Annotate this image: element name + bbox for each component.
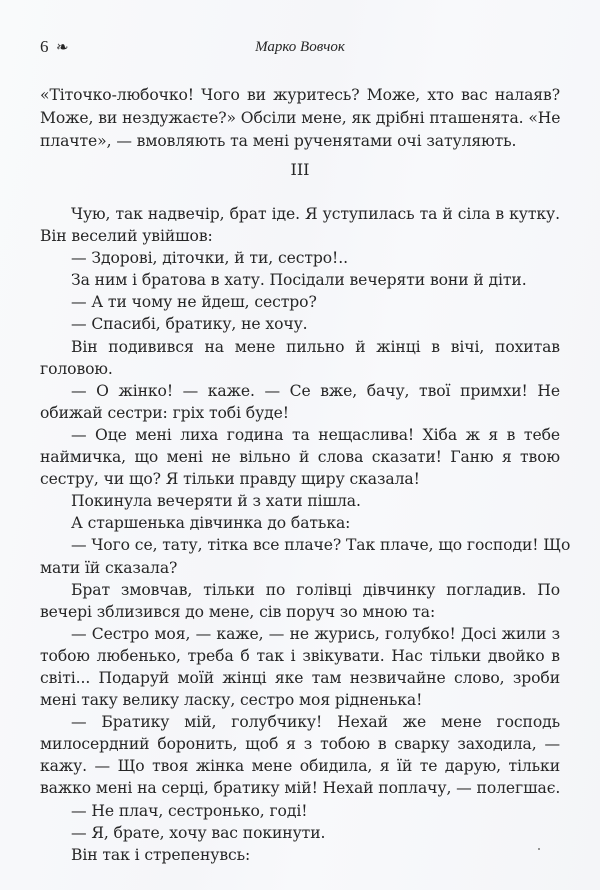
text-line: — Чого се, тату, тітка все плаче? Так плаче, що господи! Що <box>71 536 571 555</box>
text-line: Може, ви нездужаєте?» Обсіли мене, як дрібні пташенята. «Не <box>40 109 561 127</box>
text-line: Він веселий увійшов: <box>40 227 213 246</box>
text-line: Він так і стрепенувсь: <box>71 845 251 864</box>
text-line: — Спасибі, братику, не хочу. <box>71 315 308 334</box>
running-head <box>40 36 560 58</box>
page-number: 6 <box>40 37 49 56</box>
text-line: — Оце мені лиха година та нещаслива! Хіба ж я в тебе <box>71 425 560 444</box>
scan-speck <box>538 848 540 850</box>
running-head-author: Марко Вовчок <box>255 39 345 55</box>
text-line: Покинула вечеряти й з хати пішла. <box>71 492 361 511</box>
text-line: сестру, чи що? Я тільки правду щиру сказала! <box>40 470 420 489</box>
text-line: — Не плач, сестронько, годі! <box>71 801 308 820</box>
text-line: милосердний боронить, щоб я з тобою в сварку заходила, — <box>40 735 560 754</box>
chapter-heading: III <box>290 160 310 179</box>
text-line: вечері зблизився до мене, сів поруч зо мною та: <box>40 602 436 621</box>
text-line: світі... Подаруй моїй жінці яке там незвичайне слово, зроби <box>40 668 560 687</box>
text-line: — Братику мій, голубчику! Нехай же мене господь <box>71 713 560 732</box>
text-line: тобою любенько, треба б так і звікувати. Нас тільки двойко в <box>40 646 560 665</box>
text-line: А старшенька дівчинка до батька: <box>71 514 351 533</box>
text-line: Він подивився на мене пильно й жінці в вічі, похитав <box>71 337 560 356</box>
text-line: важко мені на серці, братику мій! Нехай поплачу, — полегшає. <box>40 779 561 798</box>
text-line: головою. <box>40 359 113 378</box>
text-line: обижай сестри: гріх тобі буде! <box>40 403 289 422</box>
text-line: — Сестро моя, — каже, — не журись, голубко! Досі жили з <box>71 624 560 643</box>
text-line: мати їй сказала? <box>40 558 178 577</box>
text-line: За ним і братова в хату. Посідали вечеряти вони й діти. <box>71 271 527 290</box>
text-line: — А ти чому не йдеш, сестро? <box>71 293 317 312</box>
text-line: Брат змовчав, тільки по голівці дівчинку погладив. По <box>71 580 560 599</box>
text-line: — Я, брате, хочу вас покинути. <box>71 823 326 842</box>
text-line: кажу. — Що твоя жінка мене обидила, я їй те дарую, тільки <box>40 757 560 776</box>
text-line: мені таку велику ласку, сестро моя рідненька! <box>40 691 423 710</box>
body-text <box>40 203 571 866</box>
text-line: — О жінко! — каже. — Се вже, бачу, твої примхи! Не <box>71 381 560 400</box>
text-line: Чую, так надвечір, брат іде. Я уступилась та й сіла в кутку. <box>71 205 560 223</box>
fleuron-ornament-icon: ❧ <box>56 38 69 56</box>
text-line: — Здорові, діточки, й ти, сестро!.. <box>71 249 348 268</box>
text-line: плачте», — вмовляють та мені рученятами очі затуляють. <box>40 132 517 150</box>
text-line: «Тіточко-любочко! Чого ви журитесь? Може, хто вас налаяв? <box>40 86 560 104</box>
text-line: наймичка, що мені не вільно й слова сказати! Ганю я твою <box>40 448 560 467</box>
top-paragraph <box>40 84 560 153</box>
